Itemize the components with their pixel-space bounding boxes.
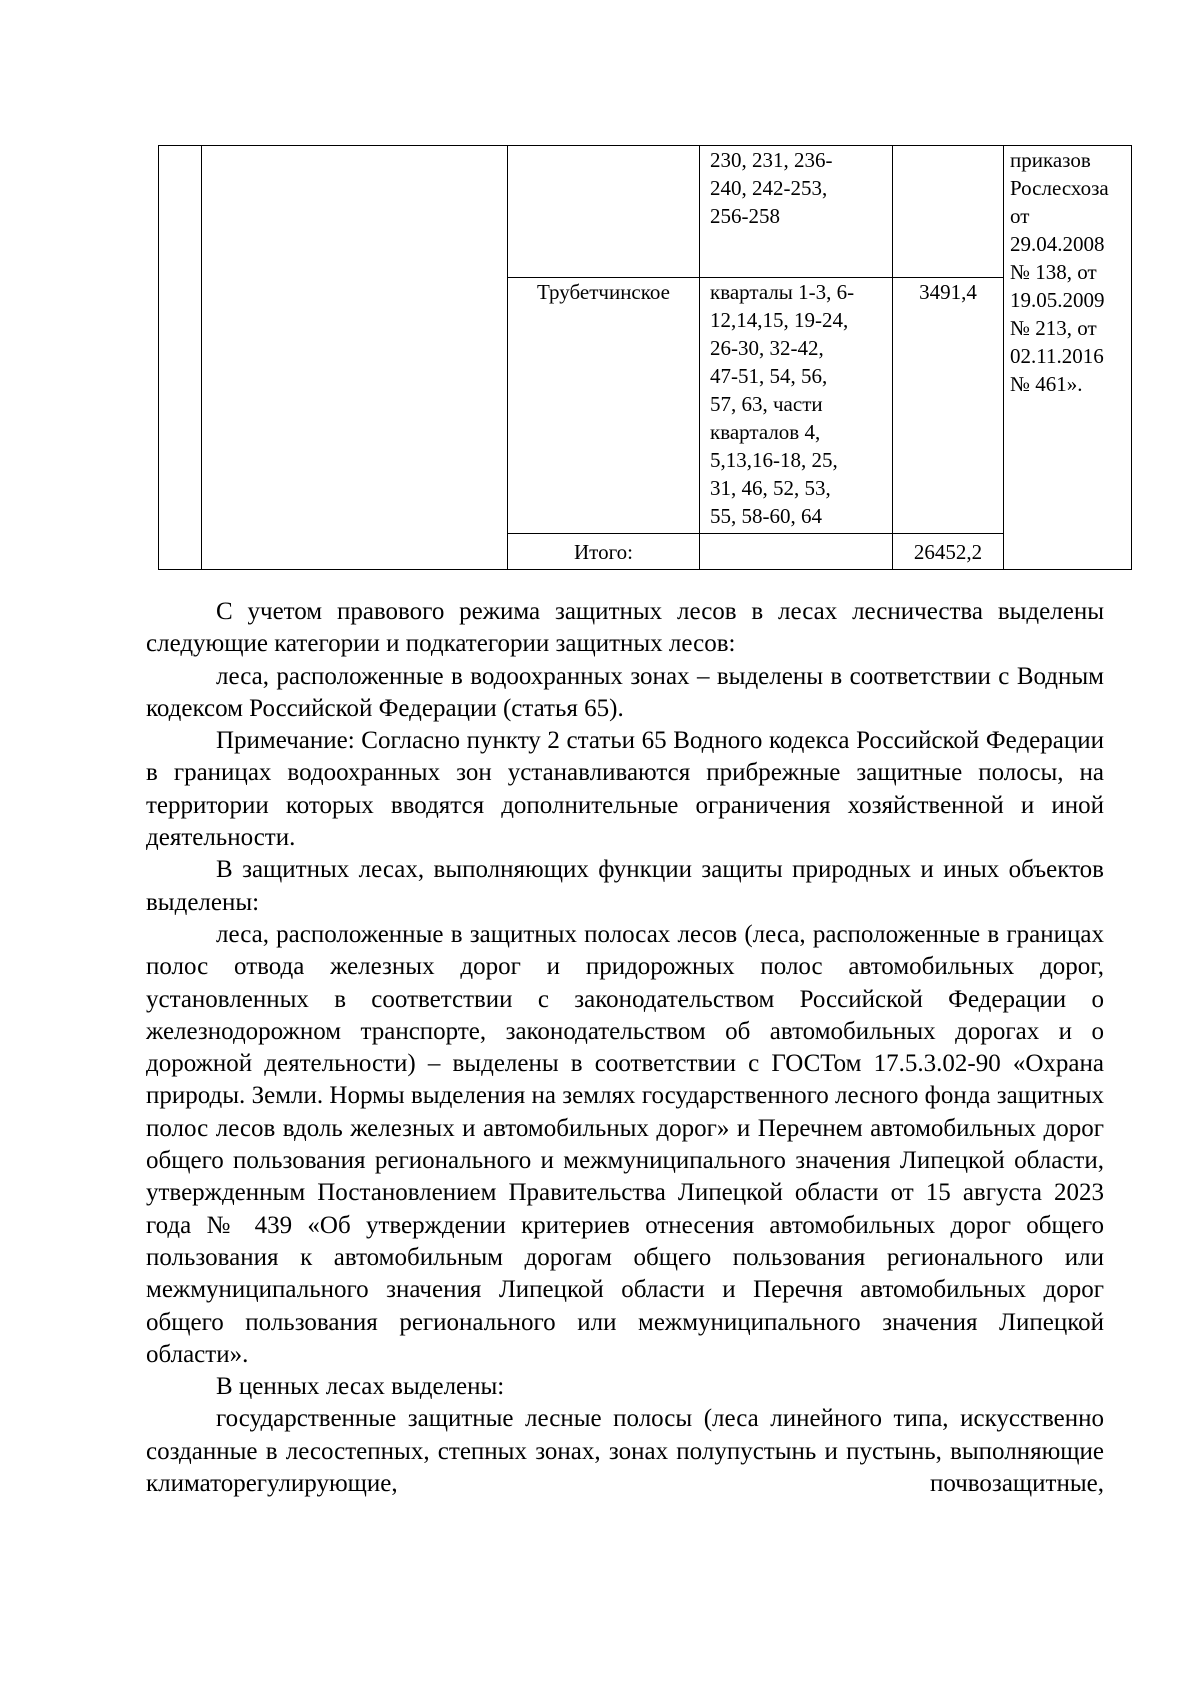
- total-area-cell: [893, 534, 1004, 570]
- total-label: Итого:: [574, 539, 633, 564]
- paragraph: С учетом правового режима защитных лесов в лесах лесничества выделены следующие категории и подкатегории защитных лесов:: [146, 598, 1104, 658]
- forestry-text: Трубетчинское: [537, 280, 670, 304]
- paragraph: Примечание: Согласно пункту 2 статьи 65 Водного кодекса Российской Федерации в границах водоохранных зон устанавливаются прибрежные защитные полосы, на территории которых вводятся дополнительные ограничения хозяйственной и иной деятельности.: [146, 727, 1104, 852]
- forestry-cell: [508, 146, 700, 278]
- total-label-cell: [508, 534, 700, 570]
- paragraph: В ценных лесах выделены:: [216, 1373, 505, 1401]
- quarters-cell: [700, 534, 893, 570]
- paragraph: В защитных лесах, выполняющих функции защиты природных и иных объектов выделены:: [146, 856, 1104, 916]
- name-cell: [202, 146, 508, 570]
- quarters-cell: [700, 146, 893, 278]
- total-area: 26452,2: [913, 539, 983, 564]
- area-cell: [893, 146, 1004, 278]
- paragraph: государственные защитные лесные полосы (леса линейного типа, искусственно созданные в лесостепных, степных зонах, зонах полупустынь и пустынь, выполняющие климаторегулирующие, почвозащитные,: [146, 1405, 1104, 1498]
- quarters-text: кварталы 1-3, 6- 12,14,15, 19-24, 26-30, 32-42, 47-51, 54, 56, 57, 63, части кварталов 4, 5,13,16-18, 25, 31, 46, 52, 53, 55, 58-60, 64: [710, 280, 855, 528]
- notes-text: приказов Рослесхоза от 29.04.2008 № 138, от 19.05.2009 № 213, от 02.11.2016 № 461».: [1010, 148, 1109, 396]
- paragraph: леса, расположенные в водоохранных зонах – выделены в соответствии с Водным кодексом Российской Федерации (статья 65).: [146, 662, 1104, 722]
- area-text: 3491,4: [919, 280, 977, 304]
- quarters-cell: [700, 278, 893, 534]
- table-row: [159, 146, 1132, 278]
- forestry-cell: [508, 278, 700, 534]
- document-body: [146, 596, 1104, 1500]
- forest-quarters-table: [158, 145, 1132, 570]
- area-cell: [893, 278, 1004, 534]
- number-cell: [159, 146, 202, 570]
- notes-cell: [1004, 146, 1132, 570]
- paragraph: леса, расположенные в защитных полосах лесов (леса, расположенные в границах полос отвода железных дорог и придорожных полос автомобильных дорог, установленных в соответствии с законодательством Российской Федерации о железнодорожном транспорте, законодательством об автомобильных дорогах и о дорожной деятельности) – выделены в соответствии с ГОСТом 17.5.3.02-90 «Охрана природы. Земли. Нормы выделения на землях государственного лесного фонда защитных полос лесов вдоль железных и автомобильных дорог» и Перечнем автомобильных дорог общего пользования регионального и межмуниципального значения Липецкой области, утвержденным Постановлением Правительства Липецкой области от 15 августа 2023 года № 439 «Об утверждении критериев отнесения автомобильных дорог общего пользования к автомобильным дорогам общего пользования регионального или межмуниципального значения Липецкой области и Перечня автомобильных дорог общего пользования регионального или межмуниципального значения Липецкой области».: [146, 920, 1104, 1368]
- quarters-text: 230, 231, 236- 240, 242-253, 256-258: [710, 148, 833, 228]
